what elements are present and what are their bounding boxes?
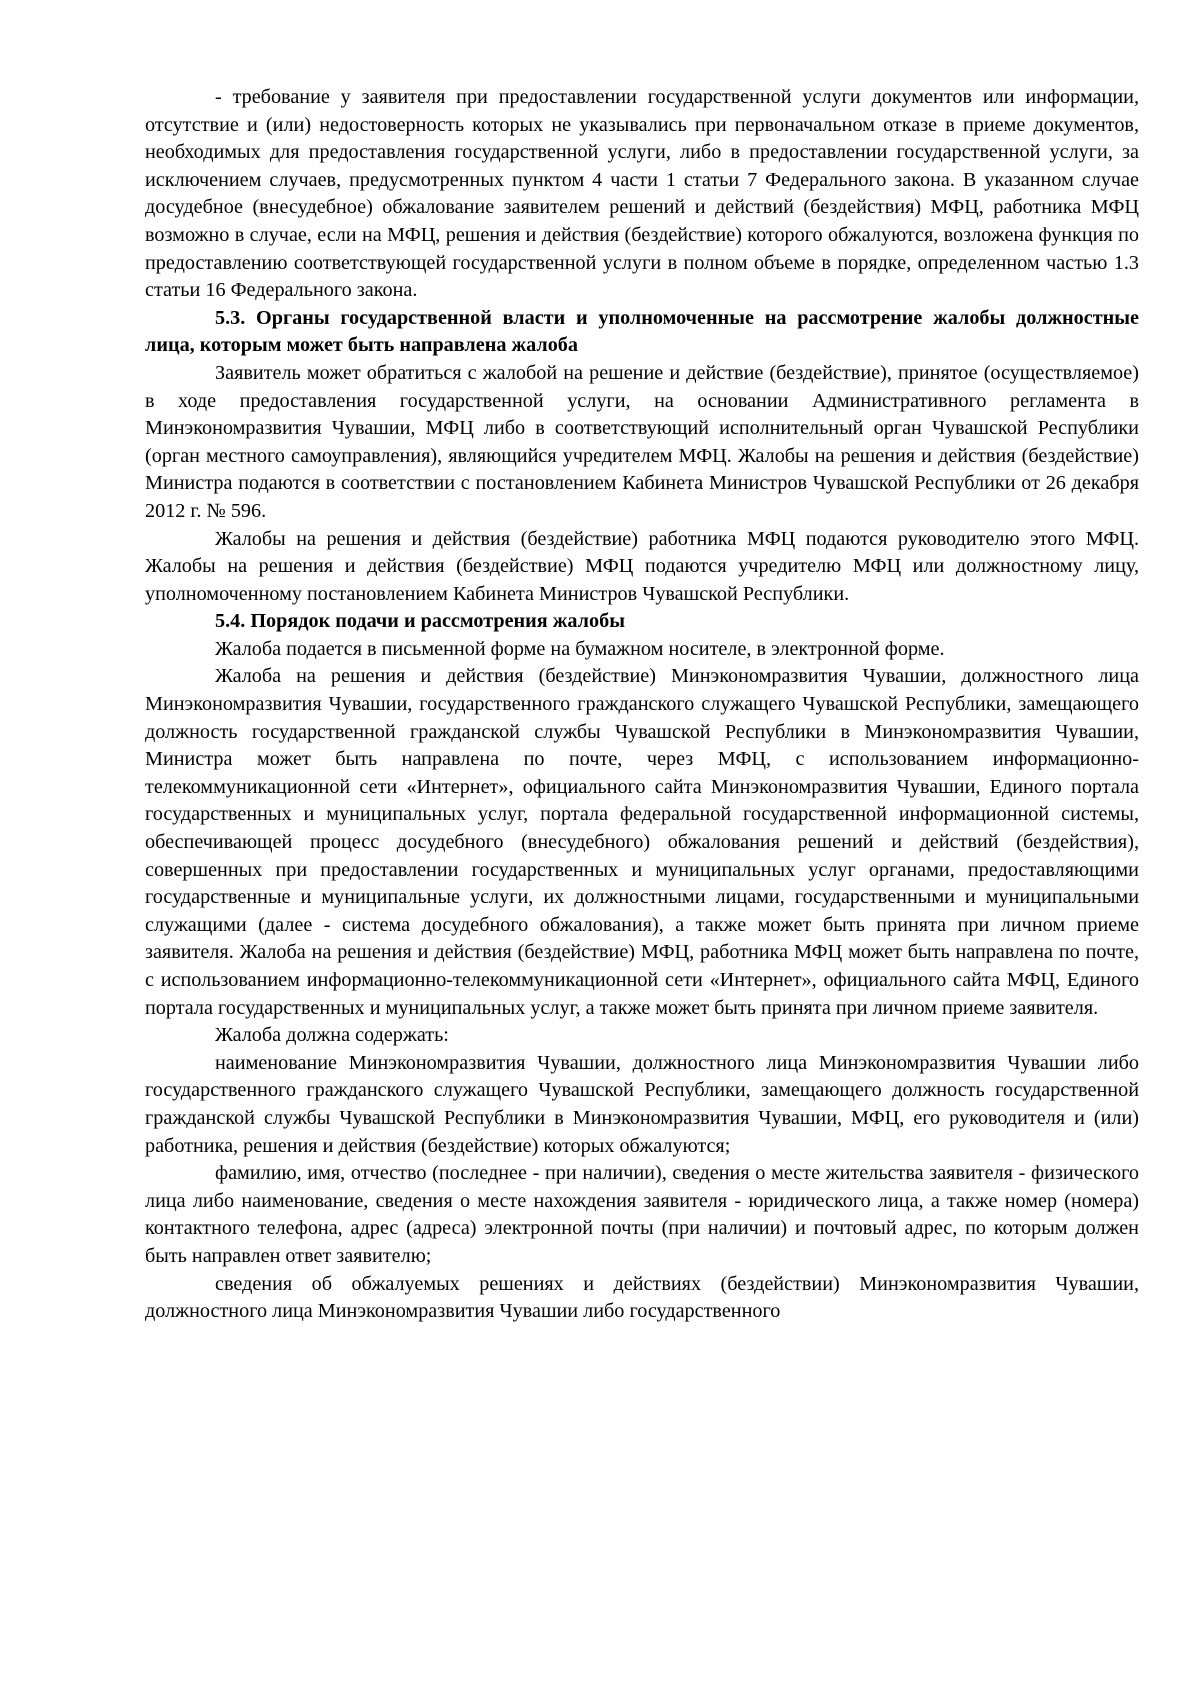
paragraph-complaint-form: Жалоба подается в письменной форме на бумажном носителе, в электронной форме. bbox=[215, 637, 945, 660]
paragraph-complaint-contents-name: наименование Минэкономразвития Чувашии, должностного лица Минэкономразвития Чувашии либо государственного гражданского служащего Чувашской Республики, замещающего должность государственной гражданской службы Чувашской Республики в Минэкономразвития Чувашии, МФЦ, его руководителя и (или) работника, решения и действия (бездействие) которых обжалуются; bbox=[145, 1051, 1139, 1157]
paragraph-complaint-contents-applicant: фамилию, имя, отчество (последнее - при наличии), сведения о месте жительства заявителя - физического лица либо наименование, сведения о месте нахождения заявителя - юридического лица, а также номер (номера) контактного телефона, адрес (адреса) электронной почты (при наличии) и почтовый адрес, по которым должен быть направлен ответ заявителю; bbox=[145, 1162, 1139, 1267]
paragraph-mfc-complaints: Жалобы на решения и действия (бездействие) работника МФЦ подаются руководителю этого МФЦ. Жалобы на решения и действия (бездействие) МФЦ подаются учредителю МФЦ или должностному лицу, уполномоченному постановлением Кабинета Министров Чувашской Республики. bbox=[145, 527, 1139, 605]
paragraph-complaint-channels: Жалоба на решения и действия (бездействие) Минэкономразвития Чувашии, должностного лица Минэкономразвития Чувашии, государственного гражданского служащего Чувашской Республики, замещающего должность государственной гражданской службы Чувашской Республики в Минэкономразвития Чувашии, Министра может быть направлена по почте, через МФЦ, с использованием информационно-телекоммуникационной сети «Интернет», официального сайта Минэкономразвития Чувашии, Единого портала государственных и муниципальных услуг, портала федеральной государственной информационной системы, обеспечивающей процесс досудебного (внесудебного) обжалования решений и действий (бездействия), совершенных при предоставлении государственных и муниципальных услуг органами, предоставляющими государственные и муниципальные услуги, их должностными лицами, государственными и муниципальными служащими (далее - система досудебного обжалования), а также может быть принята при личном приеме заявителя. Жалоба на решения и действия (бездействие) МФЦ, работника МФЦ может быть направлена по почте, с использованием информационно-телекоммуникационной сети «Интернет», официального сайта МФЦ, Единого портала государственных и муниципальных услуг, а также может быть принята при личном приеме заявителя. bbox=[145, 665, 1139, 1019]
paragraph-requirement-documents: - требование у заявителя при предоставлении государственной услуги документов или информации, отсутствие и (или) недостоверность которых не указывались при первоначальном отказе в приеме документов, необходимых для предоставления государственной услуги, либо в предоставлении государственной услуги, за исключением случаев, предусмотренных пунктом 4 части 1 статьи 7 Федерального закона. В указанном случае досудебное (внесудебное) обжалование заявителем решений и действий (бездействия) МФЦ, работника МФЦ возможно в случае, если на МФЦ, решения и действия (бездействие) которого обжалуются, возложена функция по предоставлению соответствующей государственной услуги в полном объеме в порядке, определенном частью 1.3 статьи 16 Федерального закона. bbox=[145, 86, 1139, 302]
paragraph-complaint-contents-intro: Жалоба должна содержать: bbox=[215, 1024, 449, 1047]
paragraph-complaint-contents-decisions: сведения об обжалуемых решениях и действиях (бездействии) Минэкономразвития Чувашии, должностного лица Минэкономразвития Чувашии либо государственного bbox=[145, 1272, 1139, 1323]
heading-section-5-3: 5.3. Органы государственной власти и уполномоченные на рассмотрение жалобы должностные лица, которым может быть направлена жалоба bbox=[145, 306, 1139, 357]
paragraph-complaint-recipients: Заявитель может обратиться с жалобой на решение и действие (бездействие), принятое (осуществляемое) в ходе предоставления государственной услуги, на основании Административного регламента в Минэкономразвития Чувашии, МФЦ либо в соответствующий исполнительный орган Чувашской Республики (орган местного самоуправления), являющийся учредителем МФЦ. Жалобы на решения и действия (бездействие) Министра подаются в соответствии с постановлением Кабинета Министров Чувашской Республики от 26 декабря 2012 г. № 596. bbox=[145, 361, 1139, 522]
document-page bbox=[145, 84, 1139, 1326]
heading-section-5-4: 5.4. Порядок подачи и рассмотрения жалобы bbox=[215, 610, 625, 633]
